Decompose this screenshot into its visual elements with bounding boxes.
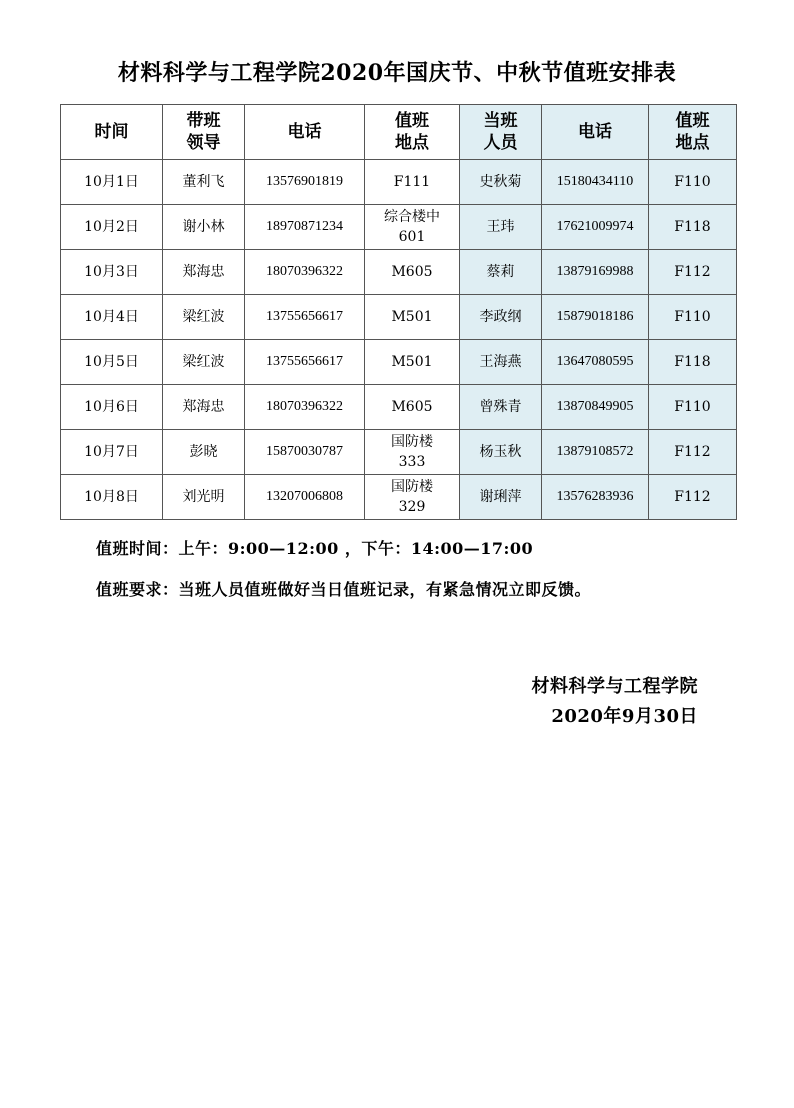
table-row <box>61 250 737 295</box>
header-leader-phone-line1: 电话 <box>287 122 322 142</box>
cell-date <box>61 475 163 520</box>
cell-leader <box>163 160 245 205</box>
cell-leader-phone-text: 13755656617 <box>266 354 343 369</box>
cell-staff-location <box>649 385 737 430</box>
cell-staff-location-text: F112 <box>674 489 711 505</box>
header-staff-location <box>649 105 737 160</box>
table-row <box>61 475 737 520</box>
header-location-line2: 地点 <box>395 133 429 153</box>
table-row <box>61 205 737 250</box>
cell-leader-phone <box>245 160 365 205</box>
header-time-line1: 时间 <box>94 122 129 142</box>
cell-date-text: 10月6日 <box>84 399 139 415</box>
cell-leader-phone <box>245 340 365 385</box>
cell-date <box>61 160 163 205</box>
cell-location-line2: 601 <box>398 229 426 245</box>
cell-staff-location <box>649 340 737 385</box>
cell-staff-text: 王玮 <box>486 219 515 235</box>
cell-leader <box>163 205 245 250</box>
cell-leader-text: 梁红波 <box>182 354 225 370</box>
cell-staff-location-text: F110 <box>674 309 711 325</box>
cell-leader-phone-text: 13207006808 <box>266 489 343 504</box>
cell-staff-location <box>649 430 737 475</box>
cell-location <box>365 340 460 385</box>
header-time <box>61 105 163 160</box>
duty-time-note: 值班时间：上午：9:00—12:00 ，下午：14:00—17:00 <box>96 539 534 558</box>
table-header-row <box>61 105 737 160</box>
cell-leader <box>163 295 245 340</box>
cell-staff-location-text: F118 <box>674 354 711 370</box>
header-leader <box>163 105 245 160</box>
cell-staff-phone-text: 13647080595 <box>556 354 634 369</box>
cell-staff-phone <box>542 160 649 205</box>
header-location-line1: 值班 <box>395 111 429 131</box>
header-staff-location-line1: 值班 <box>675 111 710 131</box>
cell-staff-phone <box>542 250 649 295</box>
header-location <box>365 105 460 160</box>
cell-staff-phone-text: 13879108572 <box>556 444 634 459</box>
cell-staff-location <box>649 205 737 250</box>
cell-leader-phone <box>245 295 365 340</box>
cell-staff-phone <box>542 340 649 385</box>
cell-leader-text: 董利飞 <box>182 174 225 190</box>
cell-location <box>365 475 460 520</box>
duty-requirement-note: 值班要求：当班人员值班做好当日值班记录，有紧急情况立即反馈。 <box>96 580 592 599</box>
cell-staff-text: 蔡莉 <box>486 264 515 280</box>
cell-staff-phone-text: 13576283936 <box>556 489 634 504</box>
cell-staff <box>460 205 542 250</box>
header-leader-phone <box>245 105 365 160</box>
cell-date-text: 10月1日 <box>84 174 139 190</box>
signature-organization: 材料科学与工程学院 <box>531 676 698 697</box>
cell-staff-phone <box>542 295 649 340</box>
cell-leader-phone-text: 18070396322 <box>266 264 343 279</box>
cell-staff-text: 李政纲 <box>479 309 522 325</box>
cell-staff-location-text: F110 <box>674 174 711 190</box>
cell-leader-text: 彭晓 <box>189 444 218 460</box>
cell-date-text: 10月4日 <box>84 309 139 325</box>
cell-location <box>365 295 460 340</box>
cell-staff-phone-text: 17621009974 <box>556 219 634 234</box>
cell-location-line2: 329 <box>398 499 426 515</box>
cell-leader <box>163 340 245 385</box>
cell-location <box>365 385 460 430</box>
cell-staff <box>460 475 542 520</box>
cell-staff-phone <box>542 430 649 475</box>
cell-leader <box>163 430 245 475</box>
cell-staff-location <box>649 295 737 340</box>
cell-date <box>61 385 163 430</box>
cell-staff-location-text: F112 <box>674 264 711 280</box>
header-staff-line2: 人员 <box>483 133 518 153</box>
cell-staff-text: 王海燕 <box>479 354 522 370</box>
page-title: 材料科学与工程学院2020年国庆节、中秋节值班安排表 <box>117 60 677 86</box>
cell-staff-phone <box>542 385 649 430</box>
table-body <box>61 160 737 520</box>
header-staff-phone <box>542 105 649 160</box>
cell-leader <box>163 385 245 430</box>
header-staff-line1: 当班 <box>483 111 518 131</box>
cell-date <box>61 205 163 250</box>
cell-staff-phone <box>542 205 649 250</box>
cell-leader-text: 刘光明 <box>182 489 225 505</box>
cell-leader-text: 郑海忠 <box>182 399 225 415</box>
cell-staff <box>460 295 542 340</box>
cell-leader-text: 郑海忠 <box>182 264 225 280</box>
cell-location-line1: 综合楼中 <box>384 209 440 225</box>
table-row <box>61 340 737 385</box>
cell-leader-phone <box>245 205 365 250</box>
cell-date-text: 10月7日 <box>84 444 139 460</box>
cell-staff-text: 谢琍萍 <box>479 489 522 505</box>
header-staff <box>460 105 542 160</box>
cell-location <box>365 205 460 250</box>
cell-staff <box>460 430 542 475</box>
cell-date <box>61 295 163 340</box>
cell-leader-phone-text: 13576901819 <box>266 174 343 189</box>
table-row <box>61 385 737 430</box>
cell-staff-phone-text: 15180434110 <box>556 174 634 189</box>
cell-location <box>365 250 460 295</box>
cell-staff <box>460 160 542 205</box>
cell-staff-phone-text: 13870849905 <box>556 399 634 414</box>
cell-leader-phone <box>245 250 365 295</box>
cell-location-line1: M605 <box>391 399 433 415</box>
header-leader-line1: 带班 <box>186 111 221 131</box>
cell-location <box>365 430 460 475</box>
table-row <box>61 160 737 205</box>
cell-leader-phone-text: 13755656617 <box>266 309 343 324</box>
cell-date-text: 10月2日 <box>84 219 139 235</box>
cell-staff <box>460 385 542 430</box>
cell-date <box>61 340 163 385</box>
cell-staff-location <box>649 250 737 295</box>
cell-date-text: 10月5日 <box>84 354 139 370</box>
table-row <box>61 430 737 475</box>
cell-leader-phone <box>245 430 365 475</box>
header-staff-location-line2: 地点 <box>675 133 710 153</box>
signature-date: 2020年9月30日 <box>551 706 698 727</box>
cell-location-line1: M605 <box>391 264 433 280</box>
cell-staff-phone-text: 15879018186 <box>556 309 634 324</box>
cell-date-text: 10月8日 <box>84 489 139 505</box>
header-staff-phone-line1: 电话 <box>578 122 612 142</box>
cell-staff-text: 杨玉秋 <box>479 444 522 460</box>
cell-staff-phone <box>542 475 649 520</box>
cell-date-text: 10月3日 <box>84 264 139 280</box>
cell-staff <box>460 340 542 385</box>
cell-staff <box>460 250 542 295</box>
cell-location-line1: 国防楼 <box>391 479 433 495</box>
cell-leader-text: 谢小林 <box>182 219 225 235</box>
cell-location-line1: M501 <box>391 309 433 325</box>
cell-leader <box>163 475 245 520</box>
cell-leader-phone-text: 15870030787 <box>266 444 343 459</box>
cell-staff-text: 史秋菊 <box>479 174 522 190</box>
cell-staff-location-text: F110 <box>674 399 711 415</box>
table-row <box>61 295 737 340</box>
cell-location-line2: 333 <box>398 454 426 470</box>
cell-leader-text: 梁红波 <box>182 309 225 325</box>
cell-leader <box>163 250 245 295</box>
cell-staff-text: 曾殊青 <box>479 399 522 415</box>
cell-date <box>61 250 163 295</box>
cell-staff-location <box>649 475 737 520</box>
cell-location-line1: F111 <box>393 174 431 190</box>
duty-roster-table <box>60 104 737 520</box>
cell-staff-location-text: F118 <box>674 219 711 235</box>
cell-date <box>61 430 163 475</box>
cell-location-line1: 国防楼 <box>391 434 433 450</box>
cell-leader-phone-text: 18070396322 <box>266 399 343 414</box>
cell-leader-phone <box>245 475 365 520</box>
cell-location <box>365 160 460 205</box>
cell-staff-location <box>649 160 737 205</box>
cell-location-line1: M501 <box>391 354 433 370</box>
cell-staff-location-text: F112 <box>674 444 711 460</box>
cell-staff-phone-text: 13879169988 <box>556 264 634 279</box>
header-leader-line2: 领导 <box>186 133 221 153</box>
cell-leader-phone <box>245 385 365 430</box>
cell-leader-phone-text: 18970871234 <box>266 219 343 234</box>
